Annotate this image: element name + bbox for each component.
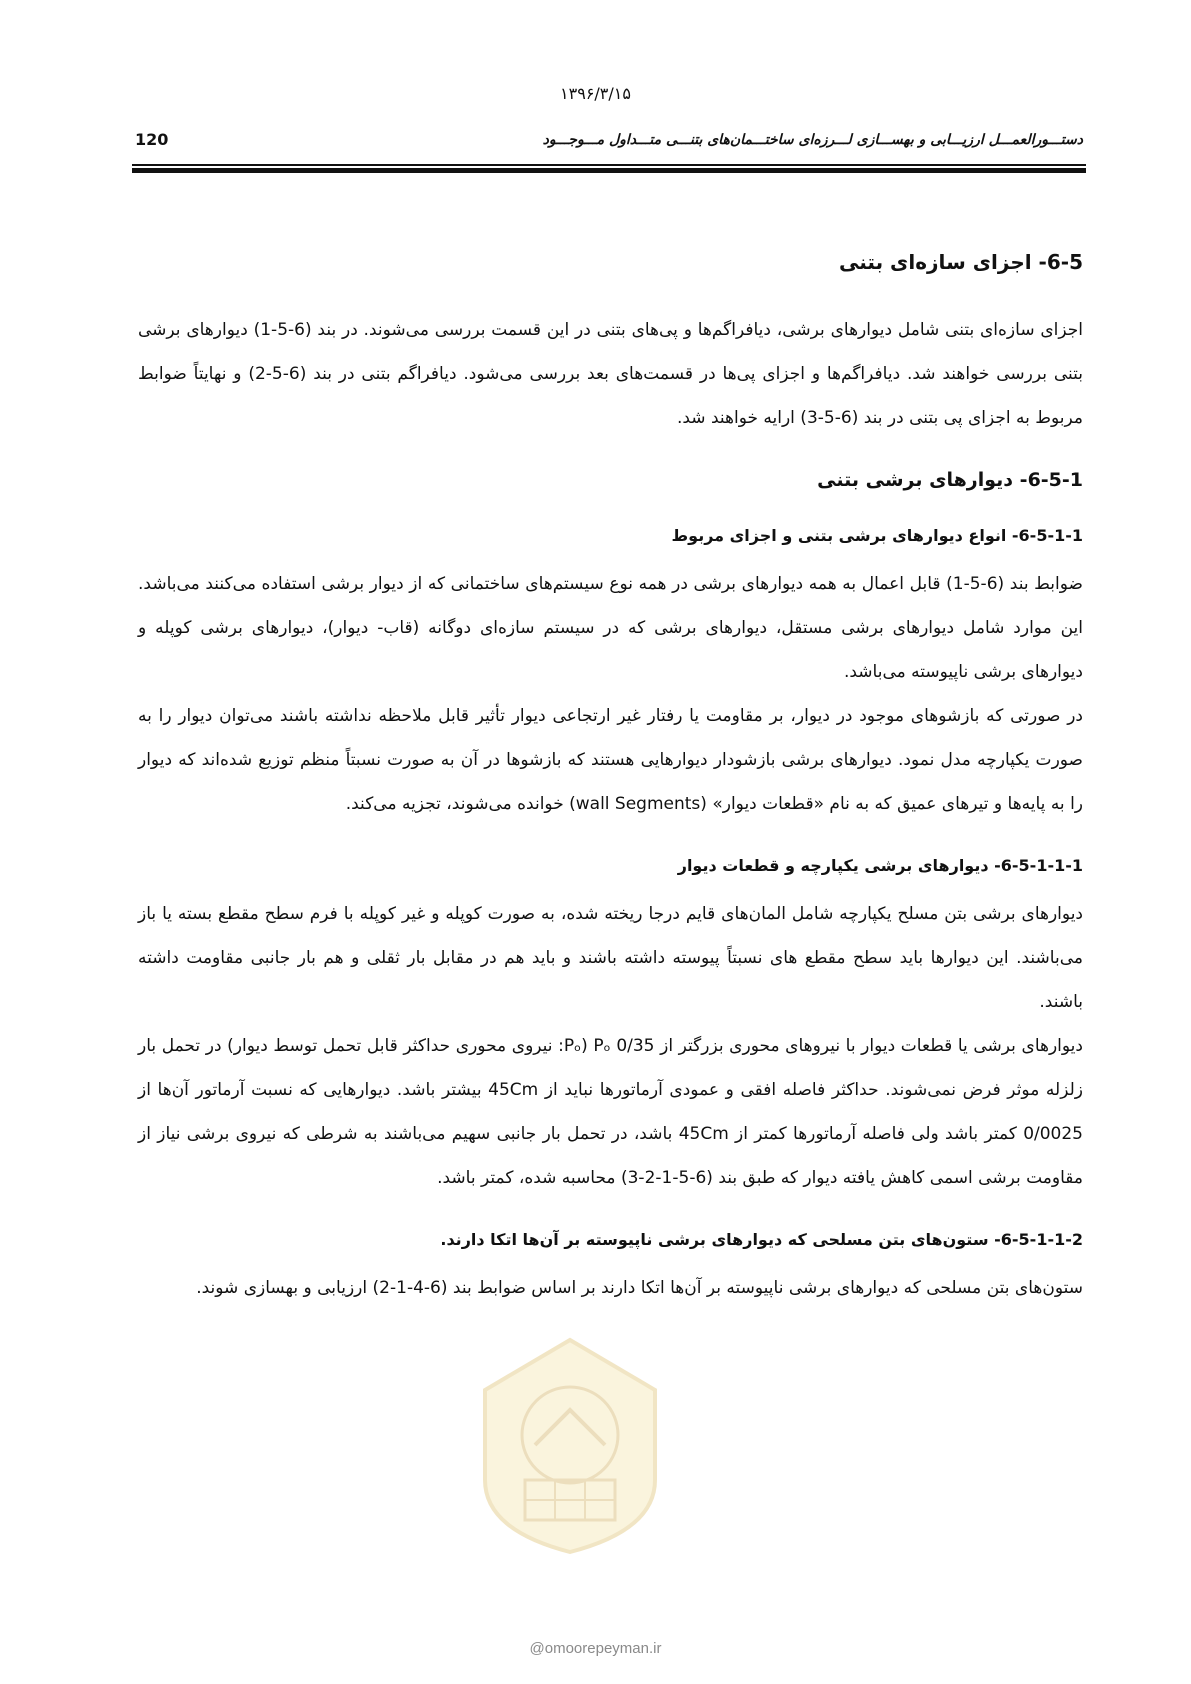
section-heading: 6-5- اجزای سازه‌ای بتنی: [839, 250, 1083, 274]
page-number: 120: [135, 130, 169, 149]
document-body: [138, 240, 1083, 1310]
subsubsection-heading: 6-5-1-1-2- ستون‌های بتن مسلحی که دیوارهای برشی ناپیوسته بر آن‌ها اتکا دارند.: [440, 1230, 1083, 1249]
running-header: [135, 128, 1083, 158]
subsubsection-heading: 6-5-1-1-1- دیوارهای برشی یکپارچه و قطعات دیوار: [677, 856, 1083, 875]
header-rule-thick: [132, 168, 1086, 173]
paragraph: ضوابط بند (6-5-1) قابل اعمال به همه دیوارهای برشی در همه نوع سیستم‌های ساختمانی که از دیوار برشی استفاده می‌کنند می‌باشد. این موارد شامل دیوارهای برشی مستقل، دیوارهای برشی که در سیستم سازه‌ای دوگانه (قاب- دیوار)، دیوارهای برشی کوپله و دیوارهای برشی ناپیوسته می‌باشد.: [138, 574, 1083, 682]
website-watermark: @omoorepeyman.ir: [529, 1640, 662, 1657]
paragraph: دیوارهای برشی بتن مسلح یکپارچه شامل المان‌های قایم درجا ریخته شده، به صورت کوپله و غیر کوپله با فرم سطح مقطع بسته یا باز می‌باشند. این دیوارها باید سطح مقطع های نسبتاً پیوسته داشته باشند و باید هم در مقابل بار ثقلی و هم بار جانبی مقاومت داشته باشند.: [138, 904, 1083, 1012]
watermark-seal: [470, 1330, 670, 1560]
paragraph: دیوارهای برشی یا قطعات دیوار با نیروهای محوری بزرگتر از 0/35 Pₒ (Pₒ: نیروی محوری حداکثر قابل تحمل توسط دیوار) در تحمل بار زلزله موثر فرض نمی‌شوند. حداکثر فاصله افقی و عمودی آرماتورها نباید از 45Cm بیشتر باشد. دیوارهایی که نسبت آرماتور آن‌ها از 0/0025 کمتر باشد ولی فاصله آرماتورها کمتر از 45Cm باشد، در تحمل بار جانبی سهیم می‌باشند به شرطی که نیروی برشی نیاز از مقاومت برشی اسمی کاهش یافته دیوار که طبق بند (6-5-1-2-3) محاسبه شده، کمتر باشد.: [138, 1036, 1083, 1188]
header-date: ۱۳۹۶/۳/۱۵: [560, 84, 631, 103]
subsection-heading: 6-5-1- دیوارهای برشی بتنی: [817, 469, 1083, 491]
paragraph: اجزای سازه‌ای بتنی شامل دیوارهای برشی، دیافراگم‌ها و پی‌های بتنی در این قسمت بررسی می‌شوند. در بند (6-5-1) دیوارهای برشی بتنی بررسی خواهند شد. دیافراگم‌ها و اجزای پی‌ها در قسمت‌های بعد بررسی می‌شود. دیافراگم بتنی در بند (6-5-2) و نهایتاً ضوابط مربوط به اجزای پی بتنی در بند (6-5-3) ارایه خواهند شد.: [138, 320, 1083, 428]
paragraph: در صورتی که بازشوهای موجود در دیوار، بر مقاومت یا رفتار غیر ارتجاعی دیوار تأثیر قابل ملاحظه نداشته باشند می‌توان دیوار را به صورت یکپارچه مدل نمود. دیوارهای برشی بازشودار دیوارهایی هستند که بازشوها در آن به صورت نسبتاً منظم توزیع شده‌اند که دیوار را به پایه‌ها و تیرهای عمیق که به نام «قطعات دیوار» (wall Segments) خوانده می‌شوند، تجزیه می‌کند.: [138, 706, 1083, 814]
subsubsection-heading: 6-5-1-1- انواع دیوارهای برشی بتنی و اجزای مربوط: [671, 526, 1083, 545]
header-rule-thin: [132, 164, 1086, 166]
paragraph: ستون‌های بتن مسلحی که دیوارهای برشی ناپیوسته بر آن‌ها اتکا دارند بر اساس ضوابط بند (6-4-1-2) ارزیابی و بهسازی شوند.: [196, 1278, 1083, 1298]
running-title: دستـــورالعمـــل ارزیـــابی و بهســـازی لـــرزه‌ای ساختـــمان‌های بتنـــی متـــداول مـــوجـــود: [542, 132, 1083, 148]
